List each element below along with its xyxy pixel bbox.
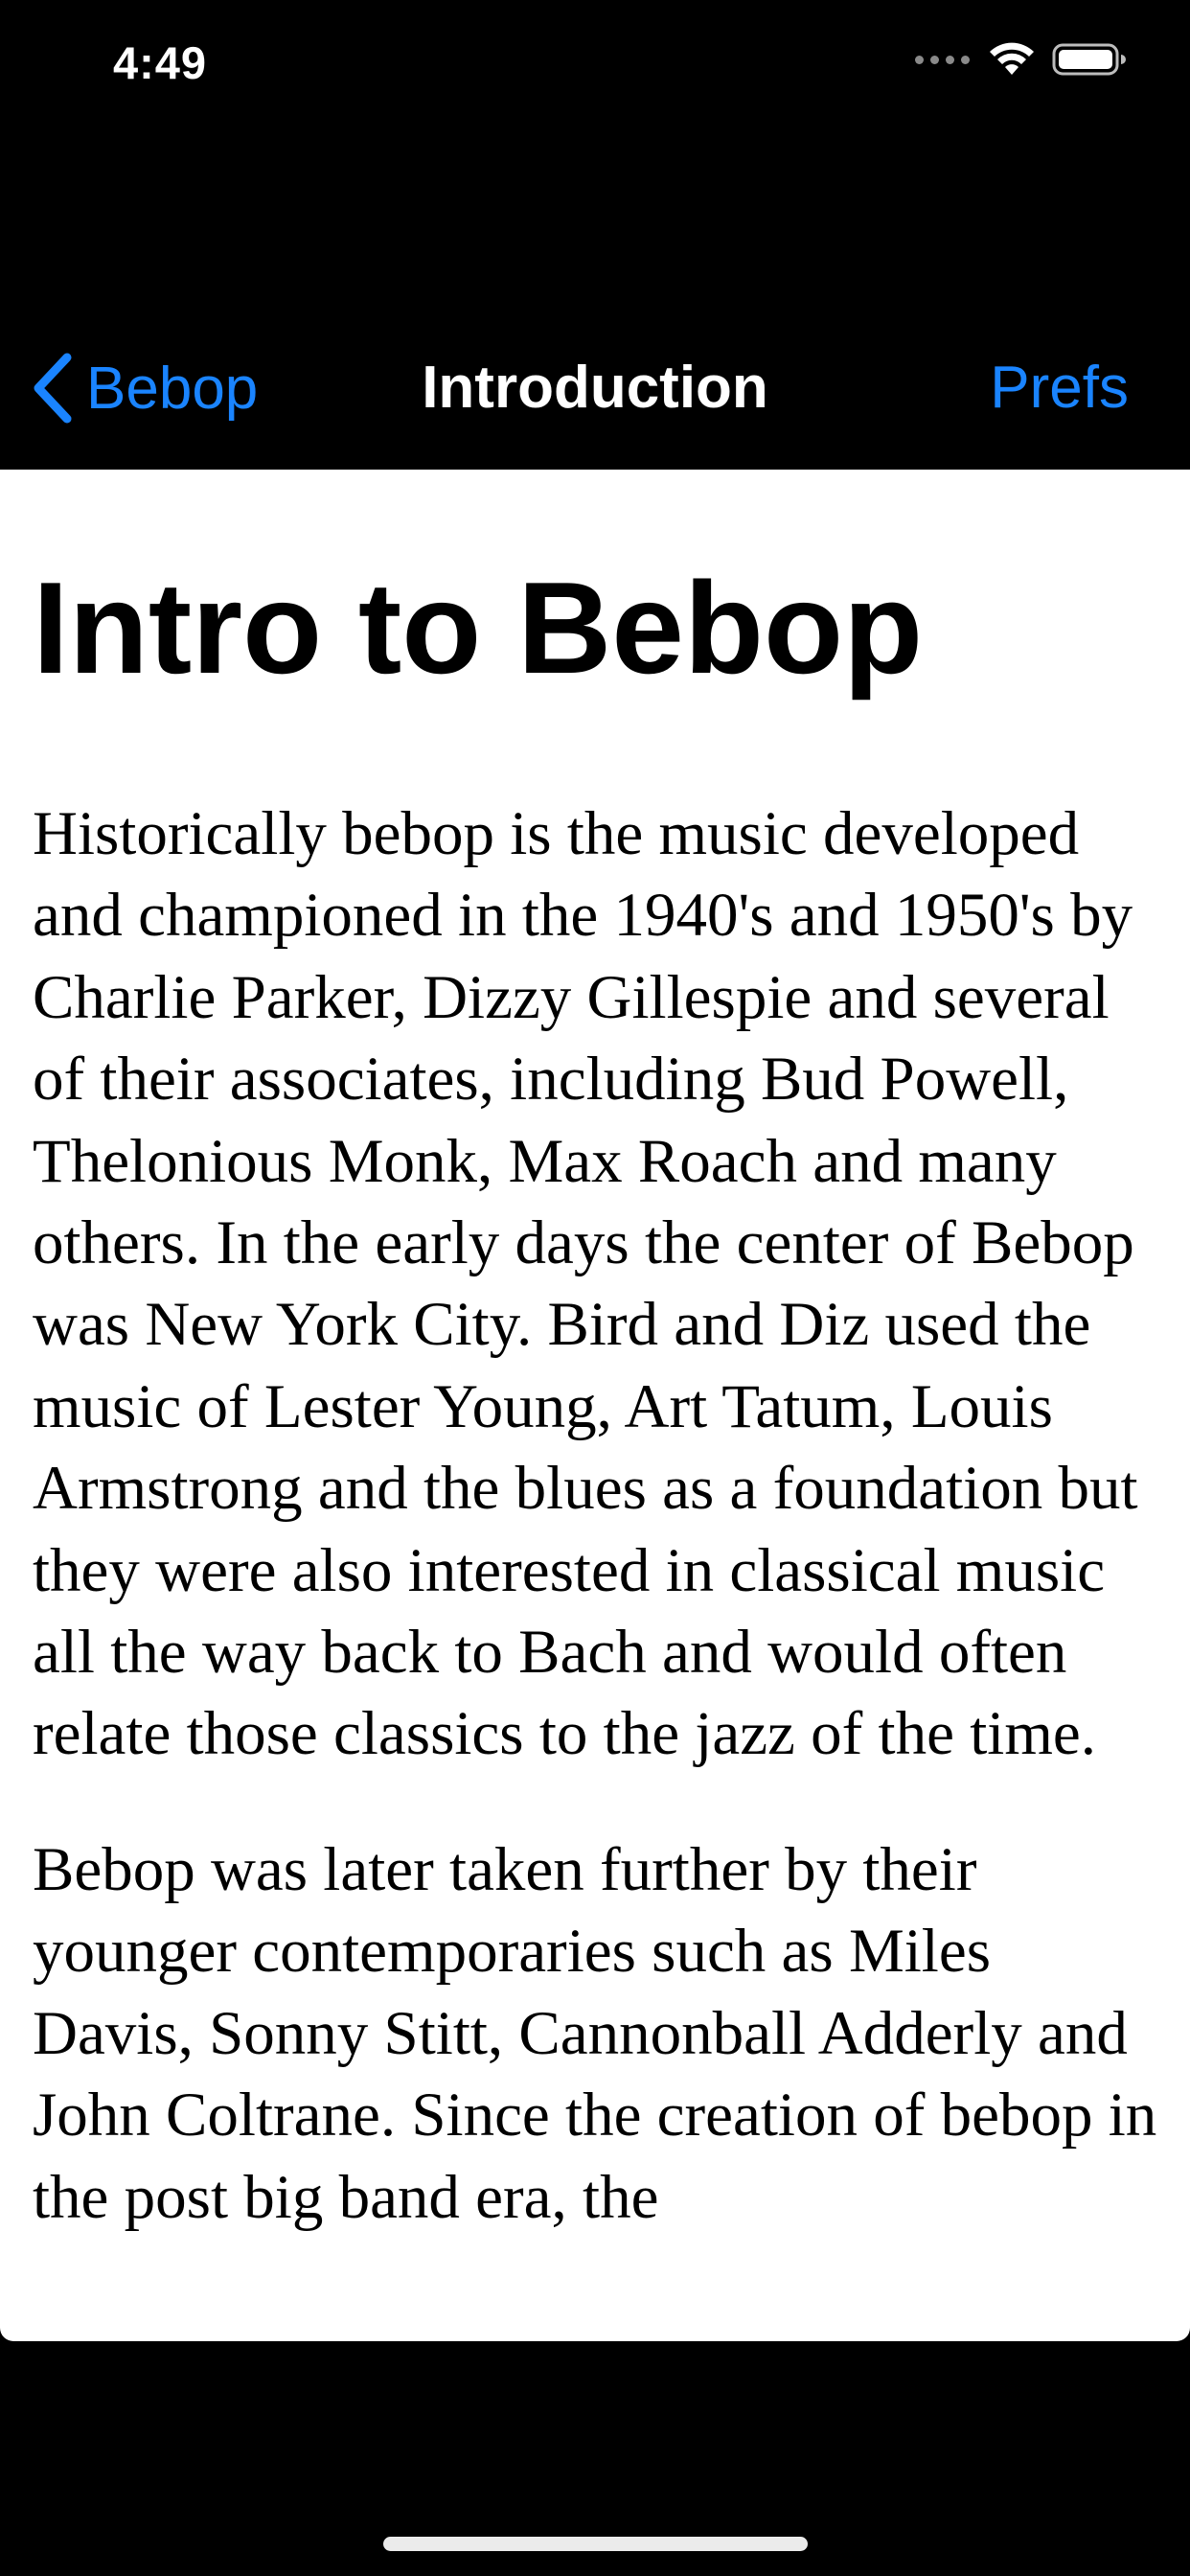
page-title: Intro to Bebop — [33, 555, 924, 701]
article-body — [33, 794, 1163, 2292]
signal-icon — [915, 56, 970, 64]
status-time: 4:49 — [113, 37, 208, 88]
home-indicator[interactable] — [383, 2537, 808, 2551]
battery-icon — [1052, 42, 1127, 77]
navigation-bar — [0, 335, 1190, 441]
back-button-label: Bebop — [86, 355, 259, 422]
status-bar — [0, 0, 1190, 134]
nav-title: Introduction — [422, 355, 768, 421]
article-paragraph: Historically bebop is the music developed and championed in the 1940's and 1950's by Charlie Parker, Dizzy Gillespie and several of their associates, including Bud Powell, Thelonious Monk, Max Roach and many others. In the early days the center of Bebop was New York City. Bird and Diz used the music of Lester Young, Art Tatum, Louis Armstrong and the blues as a foundation but they were also interested in classical music all the way back to Bach and would often relate those classics to the jazz of the time. — [33, 799, 1138, 1769]
content-view[interactable] — [0, 470, 1190, 2341]
wifi-icon — [989, 42, 1035, 77]
status-icons — [915, 42, 1127, 77]
chevron-left-icon — [29, 352, 75, 425]
back-button[interactable] — [29, 335, 258, 441]
article-paragraph: Bebop was later taken further by their younger contemporaries such as Miles Davis, Sonny Stitt, Cannonball Adderly and John Coltrane. Since the creation of bebop in the post big band era, the — [33, 1834, 1157, 2232]
prefs-button[interactable]: Prefs — [990, 355, 1129, 421]
